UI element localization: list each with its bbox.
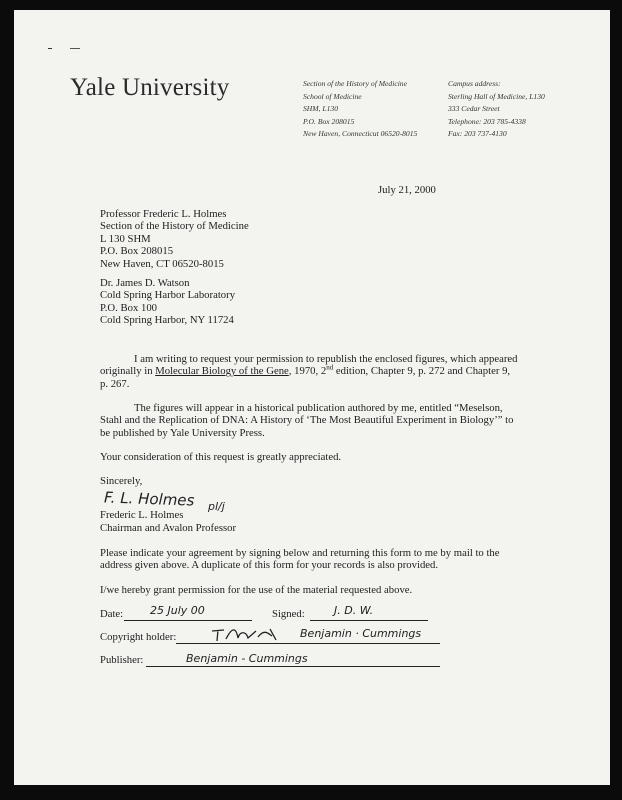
body-text: originally in — [100, 365, 156, 378]
signed-value: J. D. W. — [334, 604, 374, 617]
body-line: Stahl and the Replication of DNA: A History of ‘The Most Beautiful Experiment in Biology’” to — [100, 414, 514, 427]
address-line: Dr. James D. Watson — [100, 277, 190, 289]
body-line: be published by Yale University Press. — [100, 426, 265, 439]
letterhead-line: SHM, L130 — [303, 104, 339, 114]
edge-mark — [70, 48, 80, 49]
salutation: Sincerely, — [100, 475, 143, 487]
date-label: Date: — [100, 608, 124, 620]
university-logo: Yale University — [70, 74, 230, 101]
copyright-label: Copyright holder: — [100, 631, 177, 643]
handwritten-initials: pl/j — [208, 500, 225, 513]
instructions — [100, 547, 500, 572]
date-field-line[interactable] — [124, 620, 252, 621]
address-line: Cold Spring Harbor, NY 11724 — [100, 314, 234, 327]
body-text: , 1970, 2 — [288, 365, 327, 378]
signer-title: Chairman and Avalon Professor — [100, 522, 237, 534]
letterhead-line: 333 Cedar Street — [448, 104, 500, 114]
letter-date: July 21, 2000 — [378, 184, 436, 196]
letterhead-section-block — [303, 78, 417, 141]
publisher-field-line[interactable] — [146, 666, 440, 667]
letterhead-line: P.O. Box 208015 — [303, 116, 355, 126]
address-line: L 130 SHM — [100, 232, 151, 245]
signed-label: Signed: — [272, 608, 305, 620]
signer-name: Frederic L. Holmes — [100, 509, 184, 521]
copyright-value: Benjamin · Cummings — [300, 627, 422, 640]
body-text: edition, Chapter 9, p. 272 and Chapter 9, — [333, 365, 511, 378]
address-line: Cold Spring Harbor Laboratory — [100, 289, 236, 302]
grant-statement: I/we hereby grant permission for the use of the material requested above. — [100, 584, 413, 596]
body-line: Your consideration of this request is greatly appreciated. — [100, 451, 342, 463]
sender-address — [100, 208, 249, 270]
publisher-value: Benjamin - Cummings — [186, 652, 308, 665]
letterhead-line: Sterling Hall of Medicine, L130 — [448, 91, 545, 101]
letterhead-line: School of Medicine — [303, 91, 362, 101]
address-line: P.O. Box 100 — [100, 301, 158, 314]
body-paragraph-1 — [100, 353, 538, 390]
publisher-label: Publisher: — [100, 654, 144, 666]
body-paragraph-3 — [100, 451, 538, 463]
book-title: Molecular Biology of the Gene — [155, 365, 289, 378]
instruction-line: Please indicate your agreement by signing below and returning this form to me by mail to the — [100, 547, 500, 559]
address-line: Section of the History of Medicine — [100, 220, 249, 233]
handwritten-scrawl — [210, 625, 290, 645]
body-line: The figures will appear in a historical publication authored by me, entitled “Meselson, — [134, 402, 503, 414]
ordinal-suffix: nd — [326, 363, 334, 372]
letterhead-campus-block — [448, 78, 545, 141]
signed-field-line[interactable] — [310, 620, 428, 621]
letterhead-line: Fax: 203 737-4130 — [448, 129, 507, 139]
date-value: 25 July 00 — [150, 604, 205, 617]
address-line: P.O. Box 208015 — [100, 245, 174, 258]
letterhead-line: Telephone: 203 785-4338 — [448, 116, 526, 126]
address-line: Professor Frederic L. Holmes — [100, 208, 227, 220]
body-line — [100, 365, 538, 377]
recipient-address — [100, 277, 235, 327]
letter-page — [14, 10, 610, 785]
body-line: p. 267. — [100, 377, 130, 390]
letterhead-line: Section of the History of Medicine — [303, 79, 407, 88]
edge-mark — [48, 48, 52, 49]
address-line: New Haven, CT 06520-8015 — [100, 257, 224, 270]
letterhead-line: Campus address: — [448, 79, 501, 88]
instruction-line: address given above. A duplicate of this form for your records is also provided. — [100, 559, 439, 572]
letterhead-line: New Haven, Connecticut 06520-8015 — [303, 129, 418, 139]
handwritten-signature: F. L. Holmes — [103, 488, 195, 510]
body-paragraph-2 — [100, 402, 538, 439]
body-line: I am writing to request your permission to republish the enclosed figures, which appeared — [134, 353, 518, 365]
